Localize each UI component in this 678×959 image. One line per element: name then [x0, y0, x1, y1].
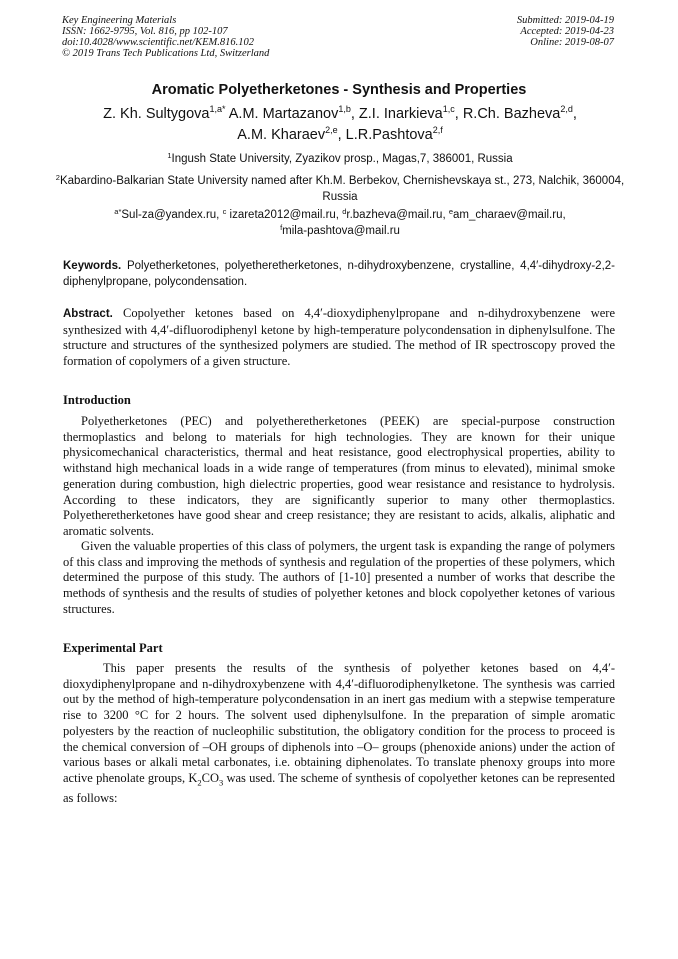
subscript: 3	[218, 777, 224, 788]
experimental-text: This paper presents the results of the synthesis of polyether ketones based on 4,4′-dioxydiphenylpropane and n-dihydroxybenzene with 4,4′-difluorodiphenylketone. The synthesis was carried out by the method of high-temperature polycondensation in an inert gas medium with a stepwise temperature rise to 3200 °C for 2 hours. The solvent used diphenylsulfone. In the preparation of simple aromatic polyesters by the reaction of nucleophilic substitution, the obligatory condition for the process to proceed is the chemical conversion of –OH groups of diphenols into –O– groups (phenoxide anions) under the action of various bases or alkali metal carbonates, i.e. obtaining diphenolates. To translate phenoxy groups into more active phenolate groups, K	[63, 661, 615, 785]
subscript: 2	[197, 777, 202, 788]
copyright-line: © 2019 Trans Tech Publications Ltd, Switzerland	[62, 48, 270, 59]
author-affil-sup: 2,d	[560, 104, 573, 114]
online-date: Online: 2019-08-07	[530, 37, 614, 48]
email-link[interactable]: r.bazheva@mail.ru,	[346, 209, 446, 221]
keywords-block	[63, 259, 615, 290]
accepted-date: Accepted: 2019-04-23	[520, 26, 614, 37]
author-affil-sup: 1,c	[442, 104, 455, 114]
email-link[interactable]: am_charaev@mail.ru,	[453, 209, 566, 221]
email-sup: e	[448, 207, 454, 216]
author-name: A.M. Kharaev	[237, 127, 326, 143]
journal-info	[62, 15, 269, 59]
email-sup: d	[342, 207, 347, 216]
affiliation-sup: 2	[55, 173, 60, 182]
experimental-text: was used. The scheme of synthesis of copolyether ketones can be represented as follows:	[63, 770, 615, 806]
keywords-text: Polyetherketones, polyetheretherketones, n-dihydroxybenzene, crystalline, 4,4′-dihydroxy-2,2-diphenylpropane, polycondensation.	[63, 260, 616, 288]
affiliation-text: Kabardino-Balkarian State University named after Kh.M. Berbekov, Chernishevskaya st., 273, Nalchik, 360004, Russia	[59, 175, 625, 203]
author-affil-sup: 1,b	[338, 104, 351, 114]
email-link[interactable]: mila-pashtova@mail.ru	[282, 224, 400, 237]
email-link[interactable]: izareta2012@mail.ru,	[229, 209, 340, 221]
author-name: Z.I. Inarkieva	[358, 106, 443, 122]
section-heading-introduction: Introduction	[63, 393, 131, 407]
affiliation-2	[50, 174, 630, 205]
intro-paragraph-2: Given the valuable properties of this class of polymers, the urgent task is expanding the range of polymers of this class and improving the methods of synthesis and regulation of the properties of these polymers, which determined the purpose of this study. The authors of [1-10] presented a number of works that describe the methods of synthesis and the results of studies of polyether ketones and block copolyether ketones of various structures.	[63, 539, 615, 616]
email-sup: c	[222, 207, 227, 216]
author-name: R.Ch. Bazheva	[462, 106, 561, 122]
paper-title: Aromatic Polyetherketones - Synthesis and Properties	[151, 82, 527, 98]
affiliation-sup: 1	[167, 151, 172, 160]
formula-text: CO	[201, 770, 219, 785]
author-name: L.R.Pashtova	[345, 127, 433, 143]
abstract-label: Abstract.	[63, 308, 113, 320]
author-name: Z. Kh. Sultygova	[103, 106, 210, 122]
abstract-block	[63, 306, 615, 370]
issn-line: ISSN: 1662-9795, Vol. 816, pp 102-107	[62, 26, 228, 37]
doi-line: doi:10.4028/www.scientific.net/KEM.816.102	[62, 37, 254, 48]
journal-name: Key Engineering Materials	[62, 15, 177, 26]
email-list	[50, 208, 630, 239]
email-sup: f	[280, 222, 283, 232]
email-sup: a*	[114, 207, 122, 216]
author-affil-sup: 2,f	[432, 125, 443, 135]
affiliation-1	[50, 152, 630, 168]
author-affil-sup: 1,a*	[209, 104, 226, 114]
submitted-date: Submitted: 2019-04-19	[516, 15, 614, 26]
submission-dates	[517, 15, 614, 48]
section-heading-experimental: Experimental Part	[63, 641, 163, 655]
affiliation-text: Ingush State University, Zyazikov prosp., Magas,7, 386001, Russia	[171, 153, 513, 165]
email-link[interactable]: Sul-za@yandex.ru,	[121, 209, 220, 221]
intro-paragraph-1: Polyetherketones (PEC) and polyetheretherketones (PEEK) are special-purpose construction thermoplastics and belong to materials for high technologies. They are known for their unique physicomechanical characteristics, thermal and heat resistance, good electrophysical properties, ability to withstand high mechanical loads in a wide range of temperatures (from minus to elevated), minimal smoke generation during combustion, high dielectric properties, good wear resistance and resistance to hydrolysis. According to these indicators, they are significantly superior to many other thermoplastics. Polyetheretherketones have good shear and creep resistance; they are resistant to acids, alkalis, aliphatic and aromatic solvents.	[63, 414, 615, 538]
abstract-text: Copolyether ketones based on 4,4′-dioxydiphenylpropane and n-dihydroxybenzene were synthesized with 4,4′-difluorodiphenyl ketone by high-temperature polycondensation in diphenylsulfone. The structure and structures of the synthesized polymers are studied. The method of IR spectroscopy proved the formation of copolymers of a given structure.	[63, 306, 615, 369]
author-list: Z. Kh. Sultygova$^{1,a*}$ A.M. Martazanov$^{1,b}$, Z.I. Inarkieva$^{1,c}$, R.Ch. Bazheva$^{2,d}$, A.M. Kharaev$^{2,e}$, L.R.Pashtova$^{2,f}$	[103, 104, 577, 143]
author-name: A.M. Martazanov	[228, 106, 339, 122]
experimental-paragraph-1	[63, 661, 615, 807]
author-affil-sup: 2,e	[325, 125, 338, 135]
keywords-label: Keywords.	[63, 260, 122, 272]
